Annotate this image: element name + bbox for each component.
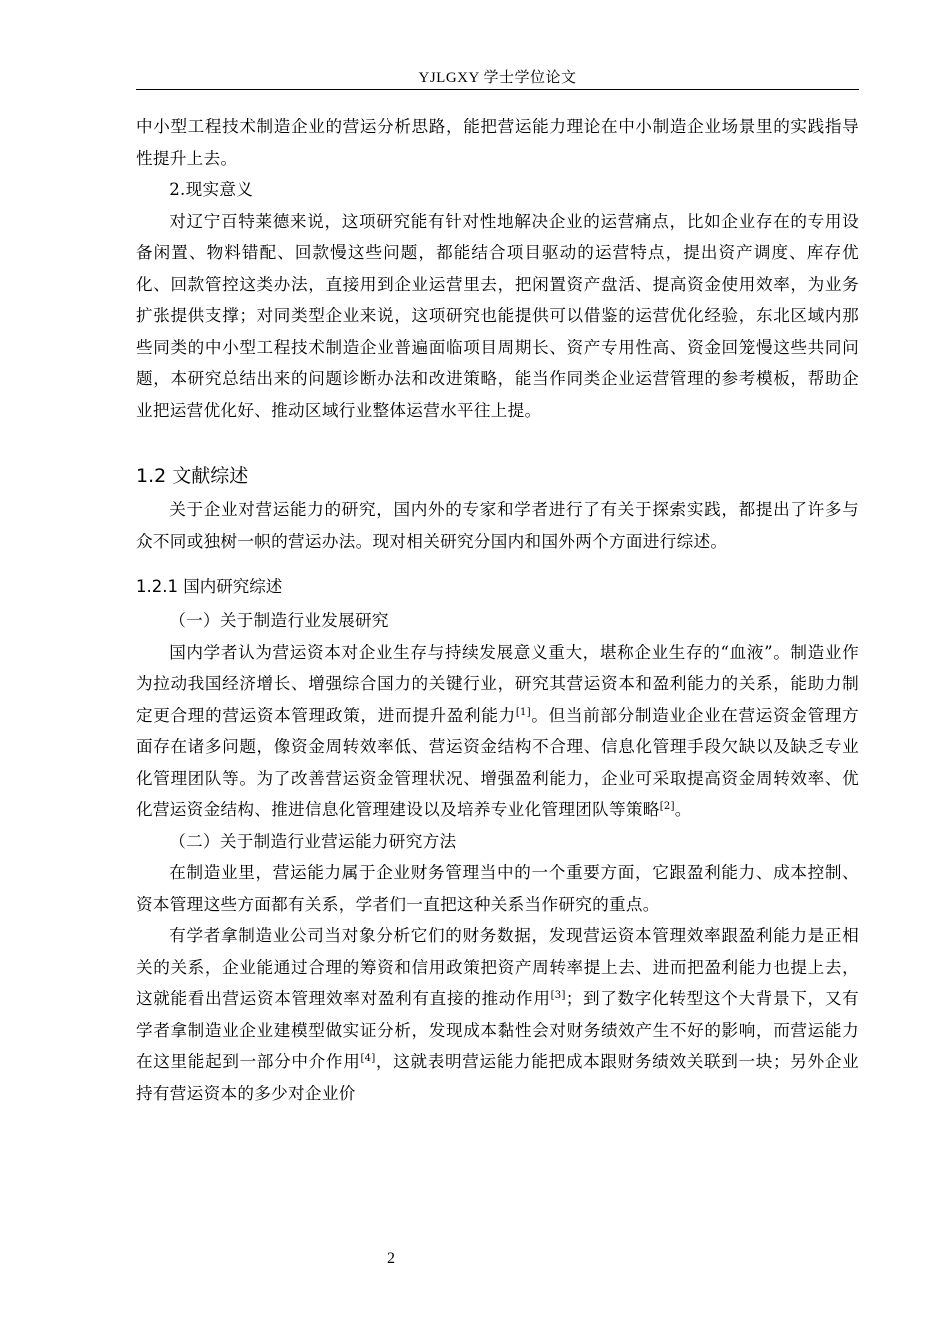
citation-ref-3[interactable]: [3] [550, 990, 566, 1001]
citation-ref-2[interactable]: [2] [659, 801, 675, 812]
paragraph-literature-intro: 关于企业对营运能力的研究，国内外的专家和学者进行了有关于探索实践，都提出了许多与众不同或独树一帜的营运办法。现对相关研究分国内和国外两个方面进行综述。 [136, 500, 859, 551]
page-number: 2 [387, 1250, 395, 1267]
subheading-practical-significance: 2.现实意义 [169, 180, 254, 199]
citation-ref-1[interactable]: [1] [515, 706, 531, 718]
subheading-operating-capability-methods: （二）关于制造行业营运能力研究方法 [169, 831, 457, 851]
page-body [136, 111, 859, 1109]
paragraph-research-findings [136, 920, 859, 1109]
citation-ref-4[interactable]: [4] [360, 1053, 376, 1064]
paragraph-practical-significance: 对辽宁百特莱德来说，这项研究能有针对性地解决企业的运营痛点，比如企业存在的专用设备闲置、物料错配、回款慢这些问题，都能结合项目驱动的运营特点，提出资产调度、库存优化、回款管控这类办法，直接用到企业运营里去，把闲置资产盘活、提高资金使用效率，为业务扩张提供支撑；对同类型企业来说，这项研究也能提供可以借鉴的运营优化经验，东北区域内那些同类的中小型工程技术制造企业普遍面临项目周期长、资产专用性高、资金回笼慢这些共同问题，本研究总结出来的问题诊断办法和改进策略，能当作同类企业运营管理的参考模板，帮助企业把运营优化好、推动区域行业整体运营水平往上提。 [136, 211, 859, 420]
paragraph-text: 。 [674, 800, 692, 819]
running-header: YJLGXY 学士学位论文 [418, 70, 577, 86]
paragraph-text: ，这就表明营运能力能把成本跟财务绩效关联到一块；另外企业持有营运资本的多少对企业价 [136, 1052, 859, 1103]
paragraph-manufacturing-development [136, 637, 859, 826]
subsection-heading-domestic-review: 1.2.1 国内研究综述 [136, 577, 283, 596]
paragraph-text: 国内学者认为营运资本对企业生存与持续发展意义重大，堪称企业生存的“血液”。制造业作为拉动我国经济增长、增强综合国力的关键行业，研究其营运资本和盈利能力的关系，能助力制定更合理的营运资本管理政策，进而提升盈利能力 [136, 642, 859, 725]
paragraph-text: 。但当前部分制造业企业在营运资金管理方面存在诸多问题，像资金周转效率低、营运资金结构不合理、信息化管理手段欠缺以及缺乏专业化管理团队等。为了改善营运资金管理状况、增强盈利能力，企业可采取提高资金周转效率、优化营运资金结构、推进信息化管理建设以及培养专业化管理团队等策略 [136, 705, 859, 819]
section-heading-literature-review: 1.2 文献综述 [136, 465, 249, 487]
header-rule [136, 89, 859, 90]
subheading-manufacturing-development: （一）关于制造行业发展研究 [169, 611, 389, 630]
paragraph-text: ；到了数字化转型这个大背景下，又有学者拿制造业企业建模型做实证分析，发现成本黏性会对财务绩效产生不好的影响，而营运能力在这里能起到一部分中介作用 [136, 989, 859, 1071]
paragraph-operating-capability: 在制造业里，营运能力属于企业财务管理当中的一个重要方面，它跟盈利能力、成本控制、资本管理这些方面都有关系，学者们一直把这种关系当作研究的重点。 [136, 863, 859, 914]
paragraph-text: 有学者拿制造业公司当对象分析它们的财务数据，发现营运资本管理效率跟盈利能力是正相关的关系，企业能通过合理的筹资和信用政策把资产周转率提上去、进而把盈利能力也提上去，这就能看出营运资本管理效率对盈利有直接的推动作用 [136, 926, 859, 1008]
paragraph-continued: 中小型工程技术制造企业的营运分析思路，能把营运能力理论在中小制造企业场景里的实践指导性提升上去。 [136, 117, 859, 168]
